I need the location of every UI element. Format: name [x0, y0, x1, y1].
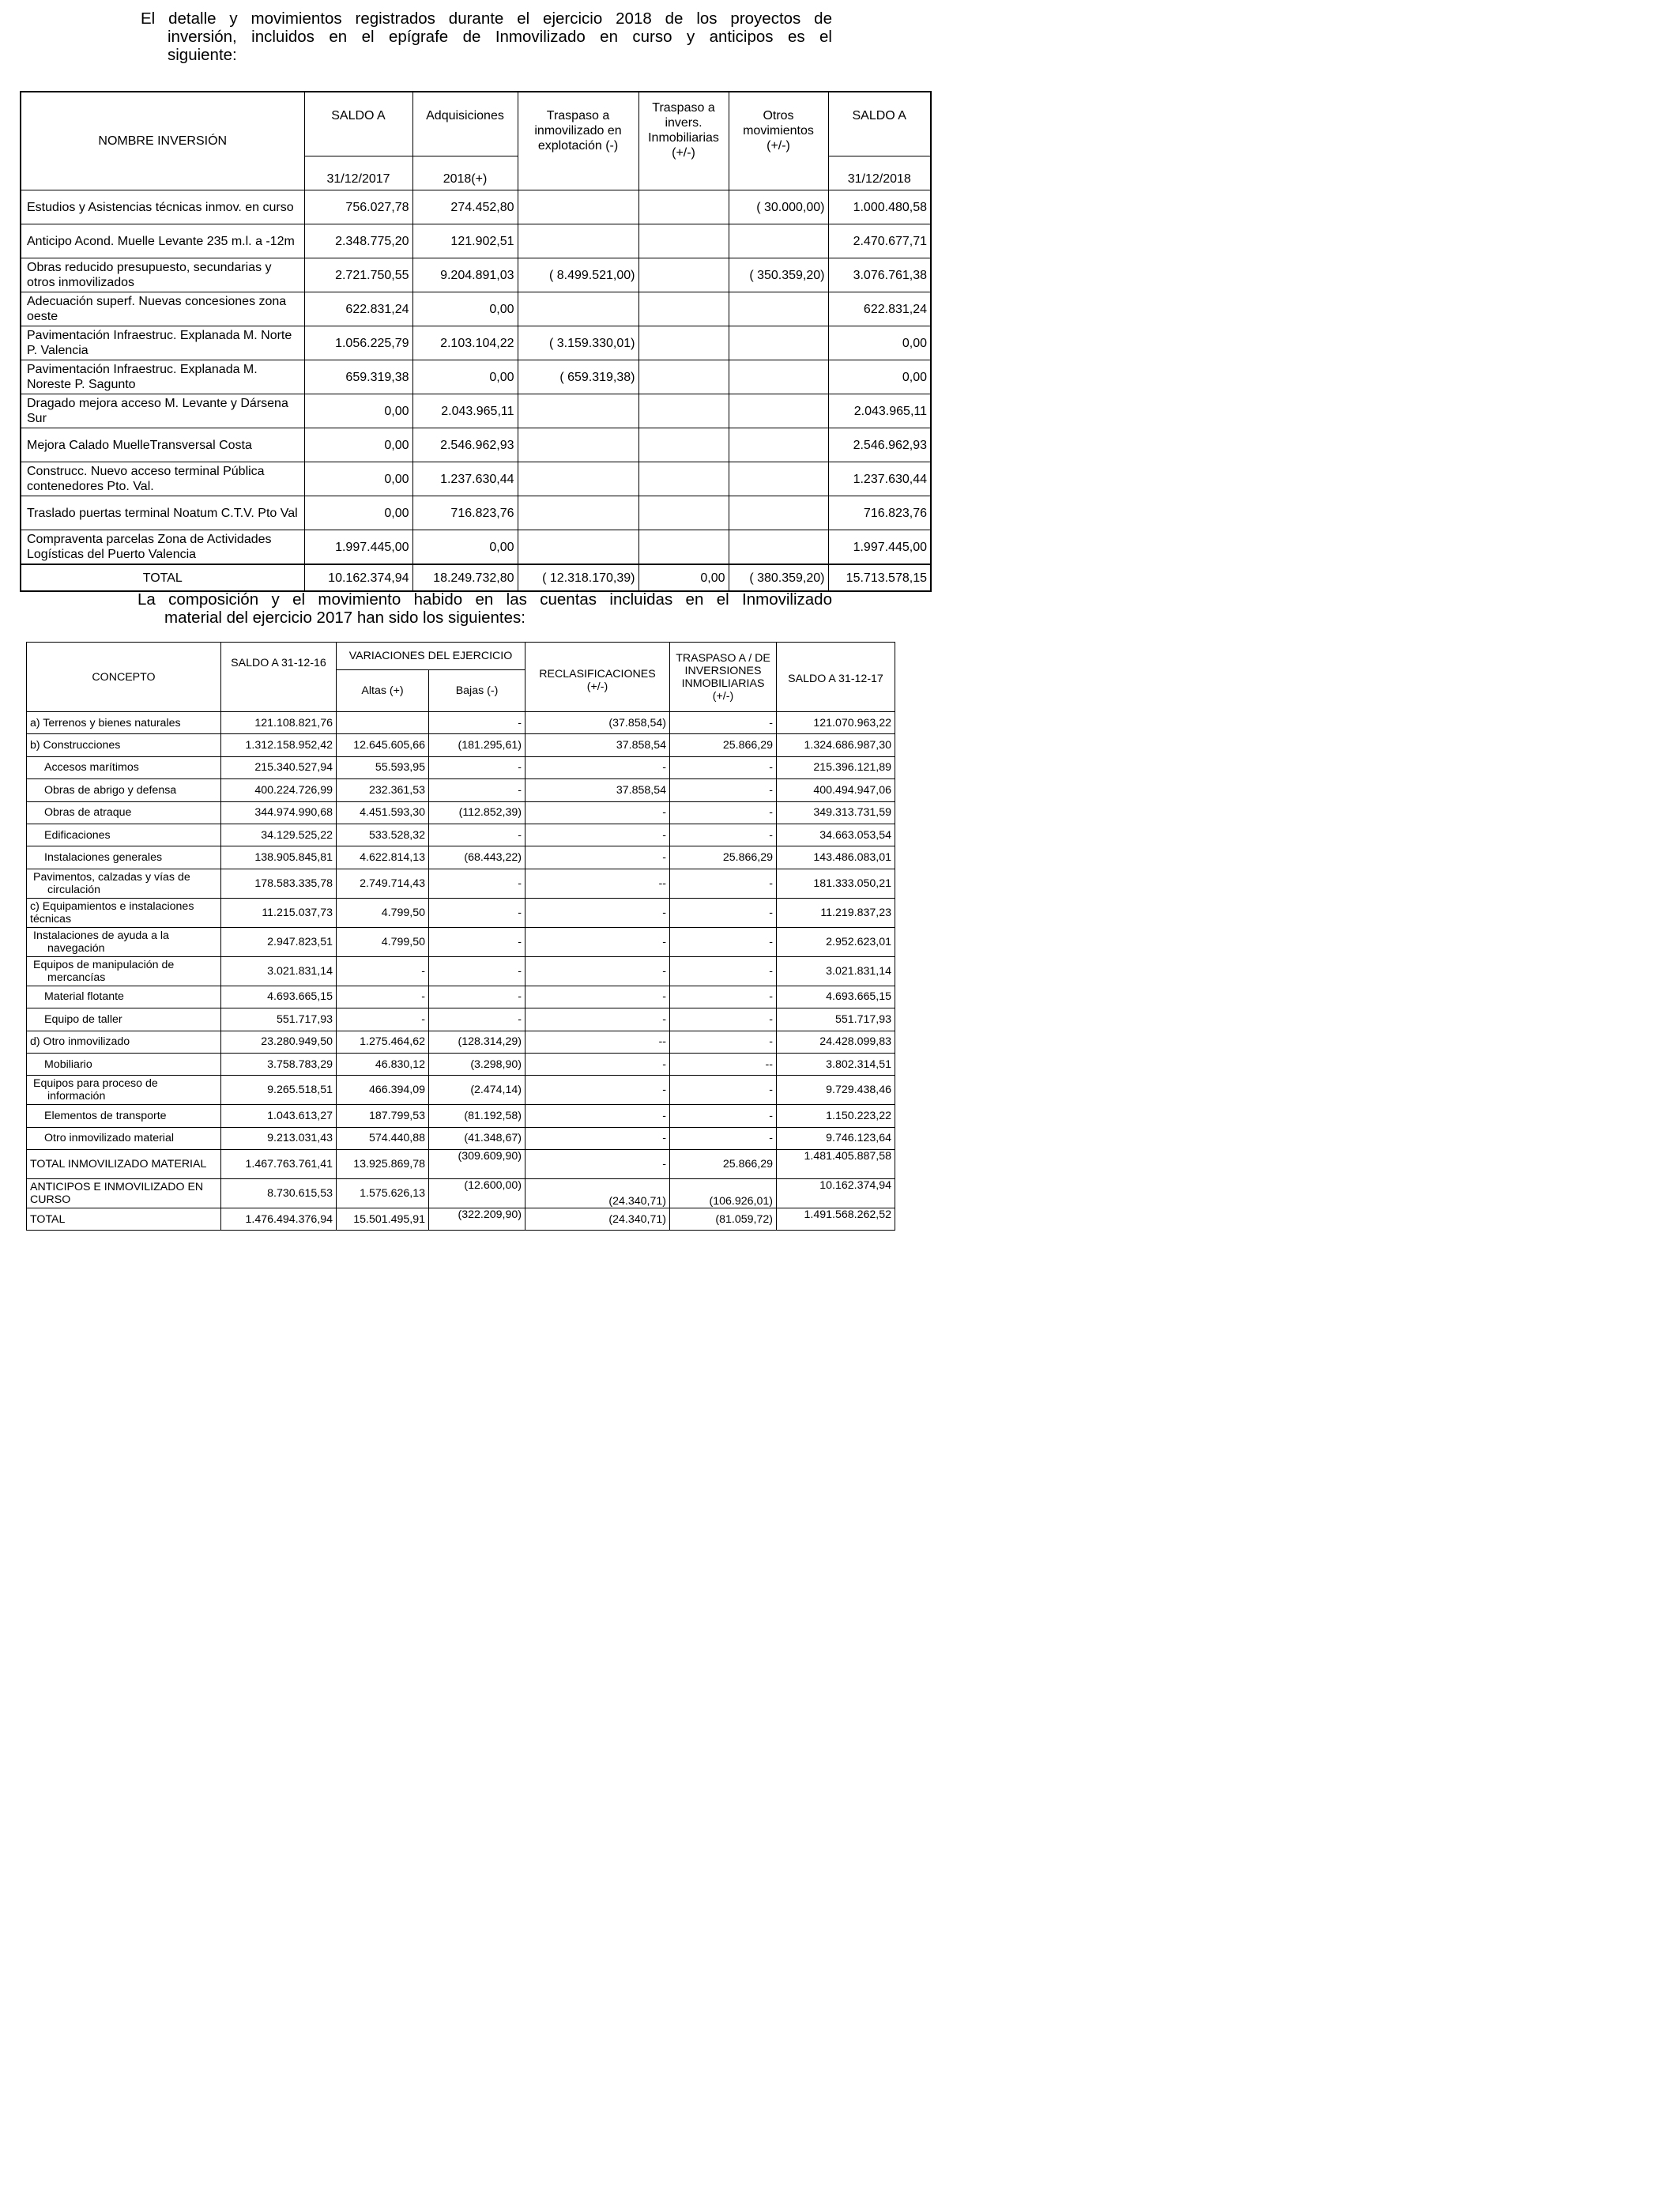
- table-row: [21, 496, 931, 530]
- cell-saldo-ini: 622.831,24: [304, 292, 412, 326]
- row-concepto: Mobiliario: [27, 1053, 221, 1075]
- cell-adquisiciones: 0,00: [412, 360, 518, 394]
- row-concepto: Obras de abrigo y defensa: [27, 779, 221, 801]
- cell-bajas: -: [429, 1008, 525, 1031]
- header-traspaso-inversiones: TRASPASO A / DE INVERSIONES INMOBILIARIAS (+/-): [670, 643, 777, 712]
- cell-traspaso: -: [670, 801, 777, 824]
- cell-saldo-ini: 1.043.613,27: [221, 1105, 337, 1127]
- table-row: [21, 530, 931, 565]
- cell-traspaso-explotacion: [518, 292, 638, 326]
- cell-saldo-ini: 400.224.726,99: [221, 779, 337, 801]
- cell-altas: 4.622.814,13: [337, 846, 429, 869]
- table-row: [27, 1053, 895, 1075]
- cell-bajas: -: [429, 824, 525, 846]
- cell-saldo-fin: 1.324.686.987,30: [777, 734, 895, 756]
- cell-traspaso: -: [670, 986, 777, 1008]
- row-name: Pavimentación Infraestruc. Explanada M. Norte P. Valencia: [21, 326, 304, 360]
- cell-bajas: -: [429, 898, 525, 927]
- cell-traspaso-explotacion: [518, 190, 638, 224]
- row-concepto: Equipo de taller: [27, 1008, 221, 1031]
- cell-bajas: (309.609,90): [429, 1150, 525, 1179]
- cell-adquisiciones: 2.103.104,22: [412, 326, 518, 360]
- table-row: [27, 869, 895, 898]
- cell-saldo-fin: 349.313.731,59: [777, 801, 895, 824]
- header-nombre-inversion: NOMBRE INVERSIÓN: [21, 92, 304, 190]
- cell-bajas: -: [429, 927, 525, 956]
- row-concepto: Edificaciones: [27, 824, 221, 846]
- row-name: Compraventa parcelas Zona de Actividades Logísticas del Puerto Valencia: [21, 530, 304, 565]
- cell-altas: 466.394,09: [337, 1076, 429, 1105]
- cell-reclasificaciones: -: [525, 756, 670, 778]
- cell-traspaso-inversiones: [638, 496, 729, 530]
- cell-saldo-ini: 1.467.763.761,41: [221, 1150, 337, 1179]
- cell-bajas: (12.600,00): [429, 1179, 525, 1208]
- header-adquisiciones-bottom: 2018(+): [412, 156, 518, 190]
- row-concepto: TOTAL INMOVILIZADO MATERIAL: [27, 1150, 221, 1179]
- cell-reclasificaciones: -: [525, 846, 670, 869]
- cell-saldo-ini: 0,00: [304, 394, 412, 428]
- header-saldo-fin-top: SALDO A: [828, 92, 931, 156]
- cell-traspaso: (106.926,01): [670, 1179, 777, 1208]
- row-concepto: Pavimentos, calzadas y vías de circulación: [27, 869, 221, 898]
- cell-saldo-ini: 2.947.823,51: [221, 927, 337, 956]
- cell-reclasificaciones: -: [525, 801, 670, 824]
- cell-otros: ( 30.000,00): [729, 190, 828, 224]
- cell-traspaso: 25.866,29: [670, 846, 777, 869]
- row-concepto: Equipos de manipulación de mercancías: [27, 956, 221, 986]
- cell-reclasificaciones: (37.858,54): [525, 712, 670, 734]
- cell-saldo-fin: 215.396.121,89: [777, 756, 895, 778]
- cell-saldo-ini: 8.730.615,53: [221, 1179, 337, 1208]
- cell-saldo-fin: 2.470.677,71: [828, 224, 931, 258]
- cell-saldo-ini: 0,00: [304, 428, 412, 462]
- cell-traspaso-explotacion: [518, 224, 638, 258]
- anticipos-row: [27, 1179, 895, 1208]
- cell-altas: 4.451.593,30: [337, 801, 429, 824]
- cell-reclasificaciones: -: [525, 927, 670, 956]
- row-concepto: TOTAL: [27, 1208, 221, 1231]
- total-adquisiciones: 18.249.732,80: [412, 564, 518, 591]
- header-saldo-ini-top: SALDO A: [304, 92, 412, 156]
- cell-bajas: -: [429, 986, 525, 1008]
- cell-traspaso-inversiones: [638, 428, 729, 462]
- cell-saldo-fin: 143.486.083,01: [777, 846, 895, 869]
- cell-traspaso-inversiones: [638, 360, 729, 394]
- cell-saldo-fin: 9.746.123,64: [777, 1127, 895, 1149]
- cell-saldo-fin: 9.729.438,46: [777, 1076, 895, 1105]
- cell-saldo-fin: 1.491.568.262,52: [777, 1208, 895, 1231]
- table-row: [27, 734, 895, 756]
- intro-1-line-2: inversión, incluidos en el epígrafe de Inmovilizado en curso y anticipos es el: [168, 28, 832, 46]
- table-row: [27, 986, 895, 1008]
- cell-saldo-ini: 215.340.527,94: [221, 756, 337, 778]
- row-concepto: Elementos de transporte: [27, 1105, 221, 1127]
- row-name: Estudios y Asistencias técnicas inmov. en curso: [21, 190, 304, 224]
- table-row: [27, 1127, 895, 1149]
- table-row: [27, 927, 895, 956]
- table-row: [21, 428, 931, 462]
- cell-saldo-ini: 3.758.783,29: [221, 1053, 337, 1075]
- cell-reclasificaciones: -: [525, 1150, 670, 1179]
- row-concepto: a) Terrenos y bienes naturales: [27, 712, 221, 734]
- cell-bajas: -: [429, 869, 525, 898]
- table-row: [27, 712, 895, 734]
- cell-traspaso-inversiones: [638, 394, 729, 428]
- header-saldo-ini-bottom: 31/12/2017: [304, 156, 412, 190]
- cell-saldo-fin: 1.150.223,22: [777, 1105, 895, 1127]
- cell-traspaso-explotacion: [518, 462, 638, 496]
- cell-saldo-ini: 2.348.775,20: [304, 224, 412, 258]
- cell-saldo-fin: 716.823,76: [828, 496, 931, 530]
- cell-altas: 15.501.495,91: [337, 1208, 429, 1231]
- cell-saldo-ini: 0,00: [304, 462, 412, 496]
- cell-altas: 46.830,12: [337, 1053, 429, 1075]
- cell-saldo-ini: 659.319,38: [304, 360, 412, 394]
- cell-saldo-ini: 0,00: [304, 496, 412, 530]
- cell-saldo-ini: 9.213.031,43: [221, 1127, 337, 1149]
- cell-reclasificaciones: --: [525, 1031, 670, 1053]
- table-row: [27, 801, 895, 824]
- cell-reclasificaciones: -: [525, 1105, 670, 1127]
- total-row: [27, 1208, 895, 1231]
- total-row: [21, 564, 931, 591]
- cell-traspaso: -: [670, 712, 777, 734]
- row-name: Adecuación superf. Nuevas concesiones zona oeste: [21, 292, 304, 326]
- cell-saldo-ini: 1.476.494.376,94: [221, 1208, 337, 1231]
- row-name: Anticipo Acond. Muelle Levante 235 m.l. a -12m: [21, 224, 304, 258]
- cell-adquisiciones: 716.823,76: [412, 496, 518, 530]
- cell-traspaso-inversiones: [638, 292, 729, 326]
- cell-traspaso: -: [670, 927, 777, 956]
- cell-bajas: -: [429, 779, 525, 801]
- table-row: [21, 258, 931, 292]
- intro-paragraph-2: [137, 590, 832, 627]
- table-row: [27, 1076, 895, 1105]
- cell-traspaso: -: [670, 898, 777, 927]
- cell-reclasificaciones: -: [525, 1008, 670, 1031]
- cell-saldo-fin: 1.997.445,00: [828, 530, 931, 565]
- cell-saldo-ini: 756.027,78: [304, 190, 412, 224]
- table-row: [27, 956, 895, 986]
- investment-projects-table: [20, 91, 932, 592]
- intro-1-line-1: El detalle y movimientos registrados durante el ejercicio 2018 de los proyectos de: [141, 9, 832, 28]
- cell-otros: [729, 326, 828, 360]
- cell-saldo-fin: 3.076.761,38: [828, 258, 931, 292]
- row-concepto: Otro inmovilizado material: [27, 1127, 221, 1149]
- cell-traspaso: -: [670, 1076, 777, 1105]
- cell-altas: 232.361,53: [337, 779, 429, 801]
- cell-saldo-ini: 4.693.665,15: [221, 986, 337, 1008]
- cell-altas: 55.593,95: [337, 756, 429, 778]
- cell-saldo-fin: 551.717,93: [777, 1008, 895, 1031]
- total-saldo-ini: 10.162.374,94: [304, 564, 412, 591]
- cell-saldo-ini: 2.721.750,55: [304, 258, 412, 292]
- cell-bajas: -: [429, 956, 525, 986]
- cell-adquisiciones: 1.237.630,44: [412, 462, 518, 496]
- cell-bajas: -: [429, 756, 525, 778]
- cell-altas: -: [337, 956, 429, 986]
- cell-traspaso-inversiones: [638, 530, 729, 565]
- cell-saldo-fin: 400.494.947,06: [777, 779, 895, 801]
- cell-traspaso-explotacion: ( 659.319,38): [518, 360, 638, 394]
- table-row: [27, 779, 895, 801]
- cell-saldo-fin: 1.481.405.887,58: [777, 1150, 895, 1179]
- cell-saldo-ini: 138.905.845,81: [221, 846, 337, 869]
- header-saldo-fin-bottom: 31/12/2018: [828, 156, 931, 190]
- table-row: [27, 824, 895, 846]
- cell-altas: -: [337, 986, 429, 1008]
- cell-bajas: (41.348,67): [429, 1127, 525, 1149]
- cell-altas: 1.575.626,13: [337, 1179, 429, 1208]
- cell-saldo-fin: 2.043.965,11: [828, 394, 931, 428]
- cell-saldo-fin: 1.000.480,58: [828, 190, 931, 224]
- cell-saldo-ini: 3.021.831,14: [221, 956, 337, 986]
- cell-otros: [729, 496, 828, 530]
- table-row: [21, 326, 931, 360]
- cell-traspaso: -: [670, 779, 777, 801]
- cell-traspaso: -: [670, 869, 777, 898]
- header-concepto: CONCEPTO: [27, 643, 221, 712]
- total-traspaso-explotacion: ( 12.318.170,39): [518, 564, 638, 591]
- cell-reclasificaciones: -: [525, 1127, 670, 1149]
- intro-1-line-3: siguiente:: [168, 46, 237, 64]
- header-bajas: Bajas (-): [429, 670, 525, 712]
- table-row: [21, 360, 931, 394]
- cell-altas: 187.799,53: [337, 1105, 429, 1127]
- cell-traspaso-explotacion: [518, 428, 638, 462]
- cell-altas: 12.645.605,66: [337, 734, 429, 756]
- table-row: [27, 1008, 895, 1031]
- row-concepto: Material flotante: [27, 986, 221, 1008]
- cell-saldo-fin: 0,00: [828, 360, 931, 394]
- cell-reclasificaciones: --: [525, 869, 670, 898]
- cell-saldo-fin: 24.428.099,83: [777, 1031, 895, 1053]
- cell-traspaso-inversiones: [638, 224, 729, 258]
- table-row: [27, 756, 895, 778]
- cell-otros: [729, 360, 828, 394]
- table-row: [27, 1105, 895, 1127]
- row-name: Pavimentación Infraestruc. Explanada M. Noreste P. Sagunto: [21, 360, 304, 394]
- cell-saldo-fin: 3.802.314,51: [777, 1053, 895, 1075]
- cell-altas: 533.528,32: [337, 824, 429, 846]
- row-concepto: Accesos marítimos: [27, 756, 221, 778]
- row-concepto: ANTICIPOS E INMOVILIZADO EN CURSO: [27, 1179, 221, 1208]
- cell-traspaso-explotacion: ( 8.499.521,00): [518, 258, 638, 292]
- table-row: [27, 898, 895, 927]
- cell-traspaso-inversiones: [638, 258, 729, 292]
- cell-saldo-fin: 2.546.962,93: [828, 428, 931, 462]
- cell-saldo-fin: 10.162.374,94: [777, 1179, 895, 1208]
- row-name: Mejora Calado MuelleTransversal Costa: [21, 428, 304, 462]
- cell-reclasificaciones: -: [525, 1076, 670, 1105]
- cell-adquisiciones: 0,00: [412, 292, 518, 326]
- cell-traspaso-inversiones: [638, 326, 729, 360]
- cell-otros: [729, 292, 828, 326]
- row-name: Obras reducido presupuesto, secundarias y otros inmovilizados: [21, 258, 304, 292]
- row-concepto: Instalaciones de ayuda a la navegación: [27, 927, 221, 956]
- cell-bajas: (2.474,14): [429, 1076, 525, 1105]
- cell-adquisiciones: 2.043.965,11: [412, 394, 518, 428]
- cell-saldo-fin: 0,00: [828, 326, 931, 360]
- cell-bajas: (181.295,61): [429, 734, 525, 756]
- header-traspaso-inversiones: Traspaso a invers. Inmobiliarias (+/-): [638, 92, 729, 190]
- cell-reclasificaciones: -: [525, 898, 670, 927]
- cell-traspaso: 25.866,29: [670, 734, 777, 756]
- cell-reclasificaciones: (24.340,71): [525, 1208, 670, 1231]
- cell-adquisiciones: 0,00: [412, 530, 518, 565]
- cell-saldo-ini: 178.583.335,78: [221, 869, 337, 898]
- table-row: [21, 292, 931, 326]
- total-otros: ( 380.359,20): [729, 564, 828, 591]
- table-row: [21, 462, 931, 496]
- cell-bajas: (3.298,90): [429, 1053, 525, 1075]
- cell-saldo-fin: 4.693.665,15: [777, 986, 895, 1008]
- cell-traspaso: -: [670, 1127, 777, 1149]
- row-name: Construcc. Nuevo acceso terminal Pública contenedores Pto. Val.: [21, 462, 304, 496]
- cell-saldo-fin: 622.831,24: [828, 292, 931, 326]
- cell-altas: 4.799,50: [337, 927, 429, 956]
- header-variaciones: VARIACIONES DEL EJERCICIO: [337, 643, 525, 670]
- cell-traspaso: -: [670, 956, 777, 986]
- cell-traspaso: 25.866,29: [670, 1150, 777, 1179]
- intro-2-line-2: material del ejercicio 2017 han sido los siguientes:: [164, 609, 525, 627]
- cell-reclasificaciones: -: [525, 1053, 670, 1075]
- cell-saldo-fin: 3.021.831,14: [777, 956, 895, 986]
- cell-saldo-ini: 551.717,93: [221, 1008, 337, 1031]
- fixed-assets-table: [26, 642, 895, 1231]
- row-concepto: Equipos para proceso de información: [27, 1076, 221, 1105]
- cell-traspaso-explotacion: [518, 394, 638, 428]
- cell-traspaso: --: [670, 1053, 777, 1075]
- row-concepto: d) Otro inmovilizado: [27, 1031, 221, 1053]
- cell-saldo-ini: 34.129.525,22: [221, 824, 337, 846]
- cell-otros: [729, 428, 828, 462]
- cell-saldo-fin: 34.663.053,54: [777, 824, 895, 846]
- cell-adquisiciones: 9.204.891,03: [412, 258, 518, 292]
- cell-saldo-ini: 121.108.821,76: [221, 712, 337, 734]
- cell-saldo-ini: 1.312.158.952,42: [221, 734, 337, 756]
- cell-traspaso: -: [670, 1105, 777, 1127]
- cell-reclasificaciones: -: [525, 956, 670, 986]
- cell-reclasificaciones: (24.340,71): [525, 1179, 670, 1208]
- table-row: [27, 846, 895, 869]
- cell-saldo-ini: 344.974.990,68: [221, 801, 337, 824]
- cell-traspaso: -: [670, 824, 777, 846]
- table-row: [21, 224, 931, 258]
- row-concepto: b) Construcciones: [27, 734, 221, 756]
- header-reclasificaciones: RECLASIFICACIONES (+/-): [525, 643, 670, 712]
- cell-otros: ( 350.359,20): [729, 258, 828, 292]
- cell-reclasificaciones: -: [525, 824, 670, 846]
- cell-reclasificaciones: 37.858,54: [525, 779, 670, 801]
- cell-adquisiciones: 121.902,51: [412, 224, 518, 258]
- header-altas: Altas (+): [337, 670, 429, 712]
- cell-otros: [729, 530, 828, 565]
- cell-saldo-fin: 1.237.630,44: [828, 462, 931, 496]
- total-traspaso-inversiones: 0,00: [638, 564, 729, 591]
- table-row: [27, 1031, 895, 1053]
- cell-bajas: (322.209,90): [429, 1208, 525, 1231]
- row-name: Dragado mejora acceso M. Levante y Dársena Sur: [21, 394, 304, 428]
- cell-traspaso: -: [670, 756, 777, 778]
- cell-bajas: (81.192,58): [429, 1105, 525, 1127]
- cell-saldo-fin: 2.952.623,01: [777, 927, 895, 956]
- cell-altas: -: [337, 1008, 429, 1031]
- table-row: [21, 190, 931, 224]
- cell-otros: [729, 462, 828, 496]
- cell-altas: 1.275.464,62: [337, 1031, 429, 1053]
- cell-reclasificaciones: 37.858,54: [525, 734, 670, 756]
- cell-bajas: (68.443,22): [429, 846, 525, 869]
- row-concepto: Instalaciones generales: [27, 846, 221, 869]
- cell-bajas: (128.314,29): [429, 1031, 525, 1053]
- row-concepto: Obras de atraque: [27, 801, 221, 824]
- cell-saldo-fin: 11.219.837,23: [777, 898, 895, 927]
- row-name: Traslado puertas terminal Noatum C.T.V. Pto Val: [21, 496, 304, 530]
- cell-traspaso: -: [670, 1008, 777, 1031]
- cell-traspaso-explotacion: [518, 496, 638, 530]
- cell-otros: [729, 394, 828, 428]
- cell-altas: 2.749.714,43: [337, 869, 429, 898]
- table-row: [21, 394, 931, 428]
- cell-traspaso-inversiones: [638, 462, 729, 496]
- cell-altas: [337, 712, 429, 734]
- total-inmovilizado-row: [27, 1150, 895, 1179]
- cell-altas: 4.799,50: [337, 898, 429, 927]
- cell-otros: [729, 224, 828, 258]
- header-traspaso-explotacion: Traspaso a inmovilizado en explotación (-): [518, 92, 638, 190]
- cell-saldo-fin: 181.333.050,21: [777, 869, 895, 898]
- intro-2-line-1: La composición y el movimiento habido en las cuentas incluidas en el Inmovilizado: [137, 590, 832, 609]
- row-concepto: c) Equipamientos e instalaciones técnicas: [27, 898, 221, 927]
- cell-saldo-fin: 121.070.963,22: [777, 712, 895, 734]
- cell-saldo-ini: 9.265.518,51: [221, 1076, 337, 1105]
- cell-traspaso-explotacion: [518, 530, 638, 565]
- header-otros-movimientos: Otros movimientos (+/-): [729, 92, 828, 190]
- cell-traspaso-explotacion: ( 3.159.330,01): [518, 326, 638, 360]
- cell-saldo-ini: 11.215.037,73: [221, 898, 337, 927]
- cell-traspaso: (81.059,72): [670, 1208, 777, 1231]
- cell-bajas: (112.852,39): [429, 801, 525, 824]
- cell-altas: 574.440,88: [337, 1127, 429, 1149]
- cell-saldo-ini: 1.997.445,00: [304, 530, 412, 565]
- cell-reclasificaciones: -: [525, 986, 670, 1008]
- total-saldo-fin: 15.713.578,15: [828, 564, 931, 591]
- cell-altas: 13.925.869,78: [337, 1150, 429, 1179]
- cell-traspaso: -: [670, 1031, 777, 1053]
- cell-traspaso-inversiones: [638, 190, 729, 224]
- header-adquisiciones-top: Adquisiciones: [412, 92, 518, 156]
- header-saldo-fin: SALDO A 31-12-17: [777, 643, 895, 712]
- cell-adquisiciones: 2.546.962,93: [412, 428, 518, 462]
- cell-saldo-ini: 23.280.949,50: [221, 1031, 337, 1053]
- total-label: TOTAL: [21, 564, 304, 591]
- intro-paragraph-1: [141, 9, 832, 64]
- cell-adquisiciones: 274.452,80: [412, 190, 518, 224]
- cell-saldo-ini: 1.056.225,79: [304, 326, 412, 360]
- cell-bajas: -: [429, 712, 525, 734]
- header-saldo-ini: SALDO A 31-12-16: [221, 643, 337, 712]
